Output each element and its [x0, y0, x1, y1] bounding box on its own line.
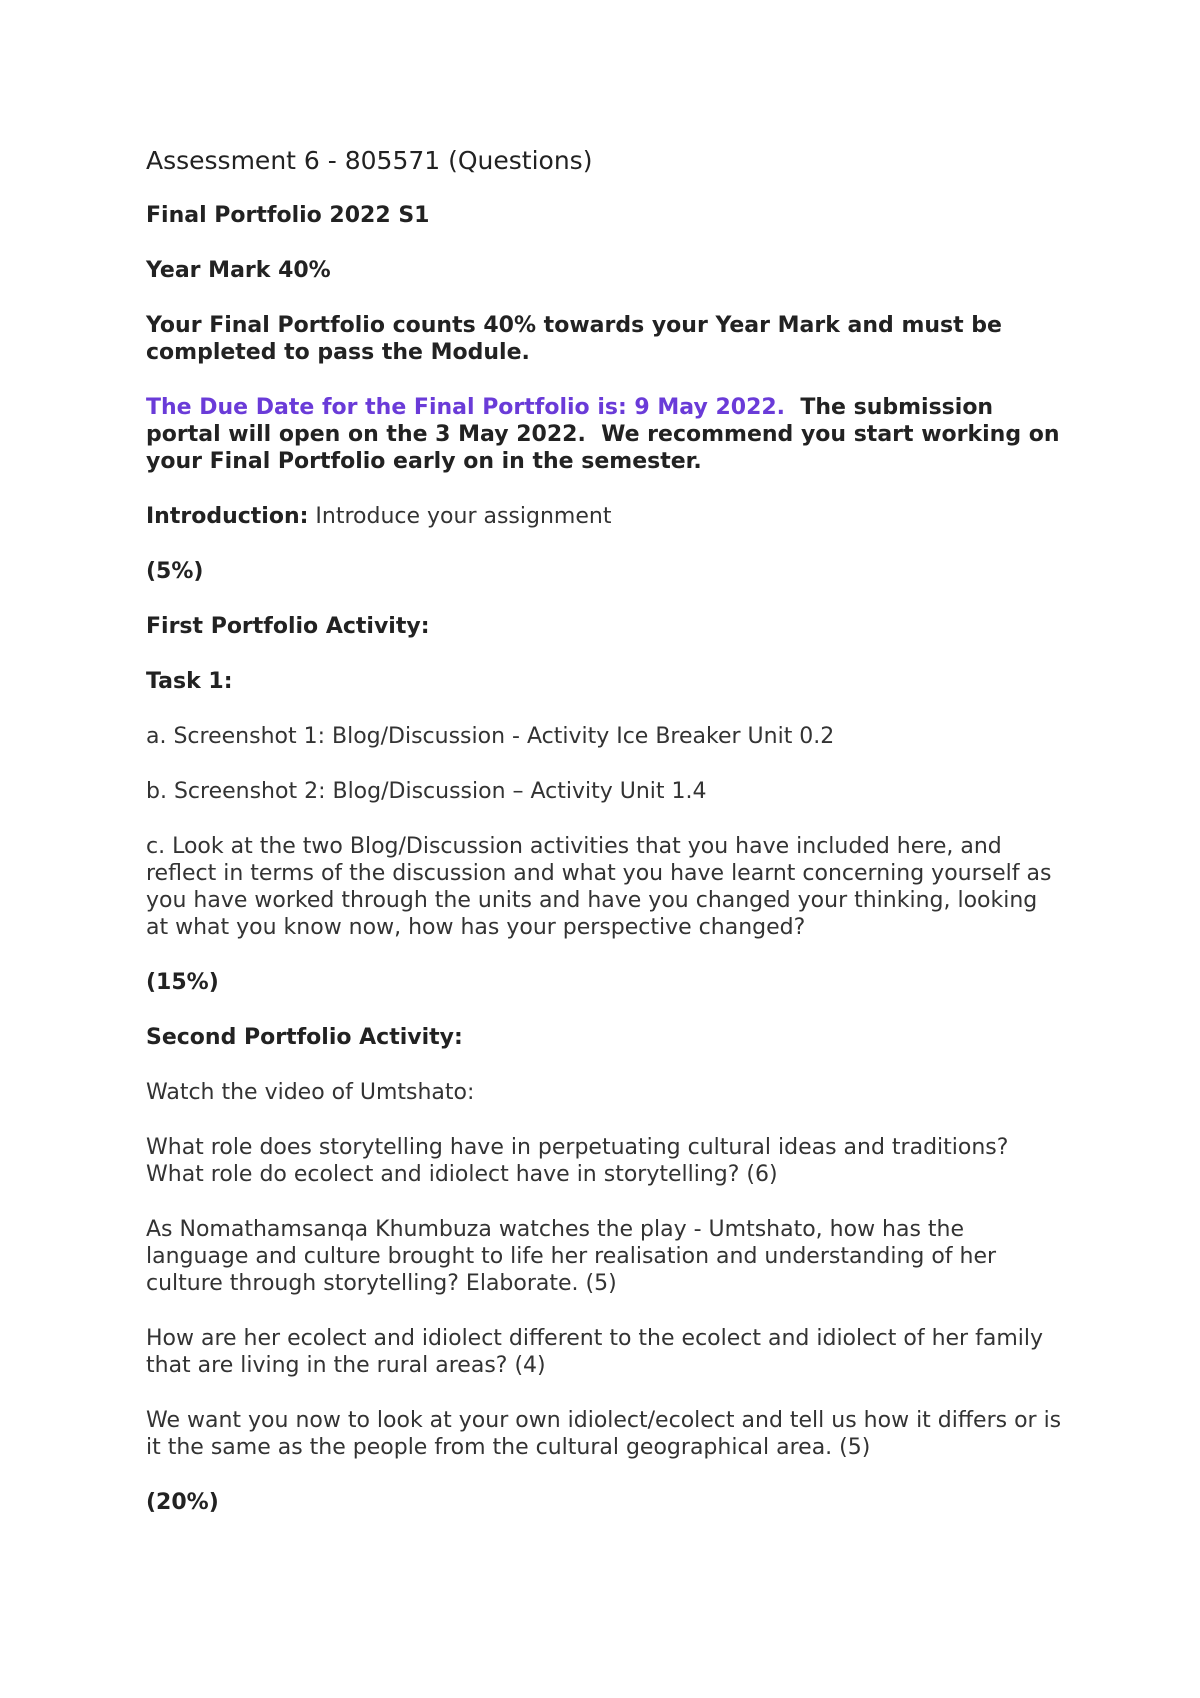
- watch-video-instruction: Watch the video of Umtshato:: [146, 1080, 475, 1105]
- due-date-rest: The submission portal will open on the 3 May 2022. We recommend you start working on your Final Portfolio early on in the semester.: [146, 395, 1068, 474]
- introduction-text: Introduce your assignment: [308, 504, 612, 529]
- question-4: We want you now to look at your own idiolect/ecolect and tell us how it differs or is it the same as the people from the cultural geographical area. (5): [146, 1408, 1062, 1460]
- task1-item-c: c. Look at the two Blog/Discussion activities that you have included here, and reflect in terms of the discussion and what you have learnt concerning yourself as you have worked through the units and have you changed your thinking, looking at what you know now, how has your perspective changed?: [146, 834, 1052, 940]
- question-1: What role does storytelling have in perpetuating cultural ideas and traditions? What role do ecolect and idiolect have in storytelling? (6): [146, 1135, 1009, 1187]
- due-date-highlight: The Due Date for the Final Portfolio is: 9 May 2022.: [146, 395, 786, 420]
- document-page: [146, 144, 1066, 1544]
- introduction-label: Introduction:: [146, 504, 309, 529]
- second-activity-heading: Second Portfolio Activity:: [146, 1025, 463, 1050]
- first-activity-heading: First Portfolio Activity:: [146, 614, 430, 639]
- task1-item-b: b. Screenshot 2: Blog/Discussion – Activity Unit 1.4: [146, 779, 707, 804]
- second-activity-weight: (20%): [146, 1490, 219, 1515]
- portfolio-subtitle: Final Portfolio 2022 S1: [146, 203, 430, 228]
- task1-heading: Task 1:: [146, 669, 233, 694]
- introduction-paragraph: [146, 503, 1066, 530]
- due-date-paragraph: [146, 394, 1066, 475]
- year-mark: Year Mark 40%: [146, 258, 331, 283]
- intro-weight: (5%): [146, 559, 204, 584]
- counts-note: Your Final Portfolio counts 40% towards your Year Mark and must be completed to pass the Module.: [146, 313, 1002, 365]
- first-activity-weight: (15%): [146, 970, 219, 995]
- document-title: Assessment 6 - 805571 (Questions): [146, 146, 593, 175]
- task1-item-a: a. Screenshot 1: Blog/Discussion - Activity Ice Breaker Unit 0.2: [146, 724, 835, 749]
- question-3: How are her ecolect and idiolect different to the ecolect and idiolect of her family that are living in the rural areas? (4): [146, 1326, 1043, 1378]
- question-2: As Nomathamsanqa Khumbuza watches the play - Umtshato, how has the language and culture brought to life her realisation and understanding of her culture through storytelling? Elaborate. (5): [146, 1217, 997, 1296]
